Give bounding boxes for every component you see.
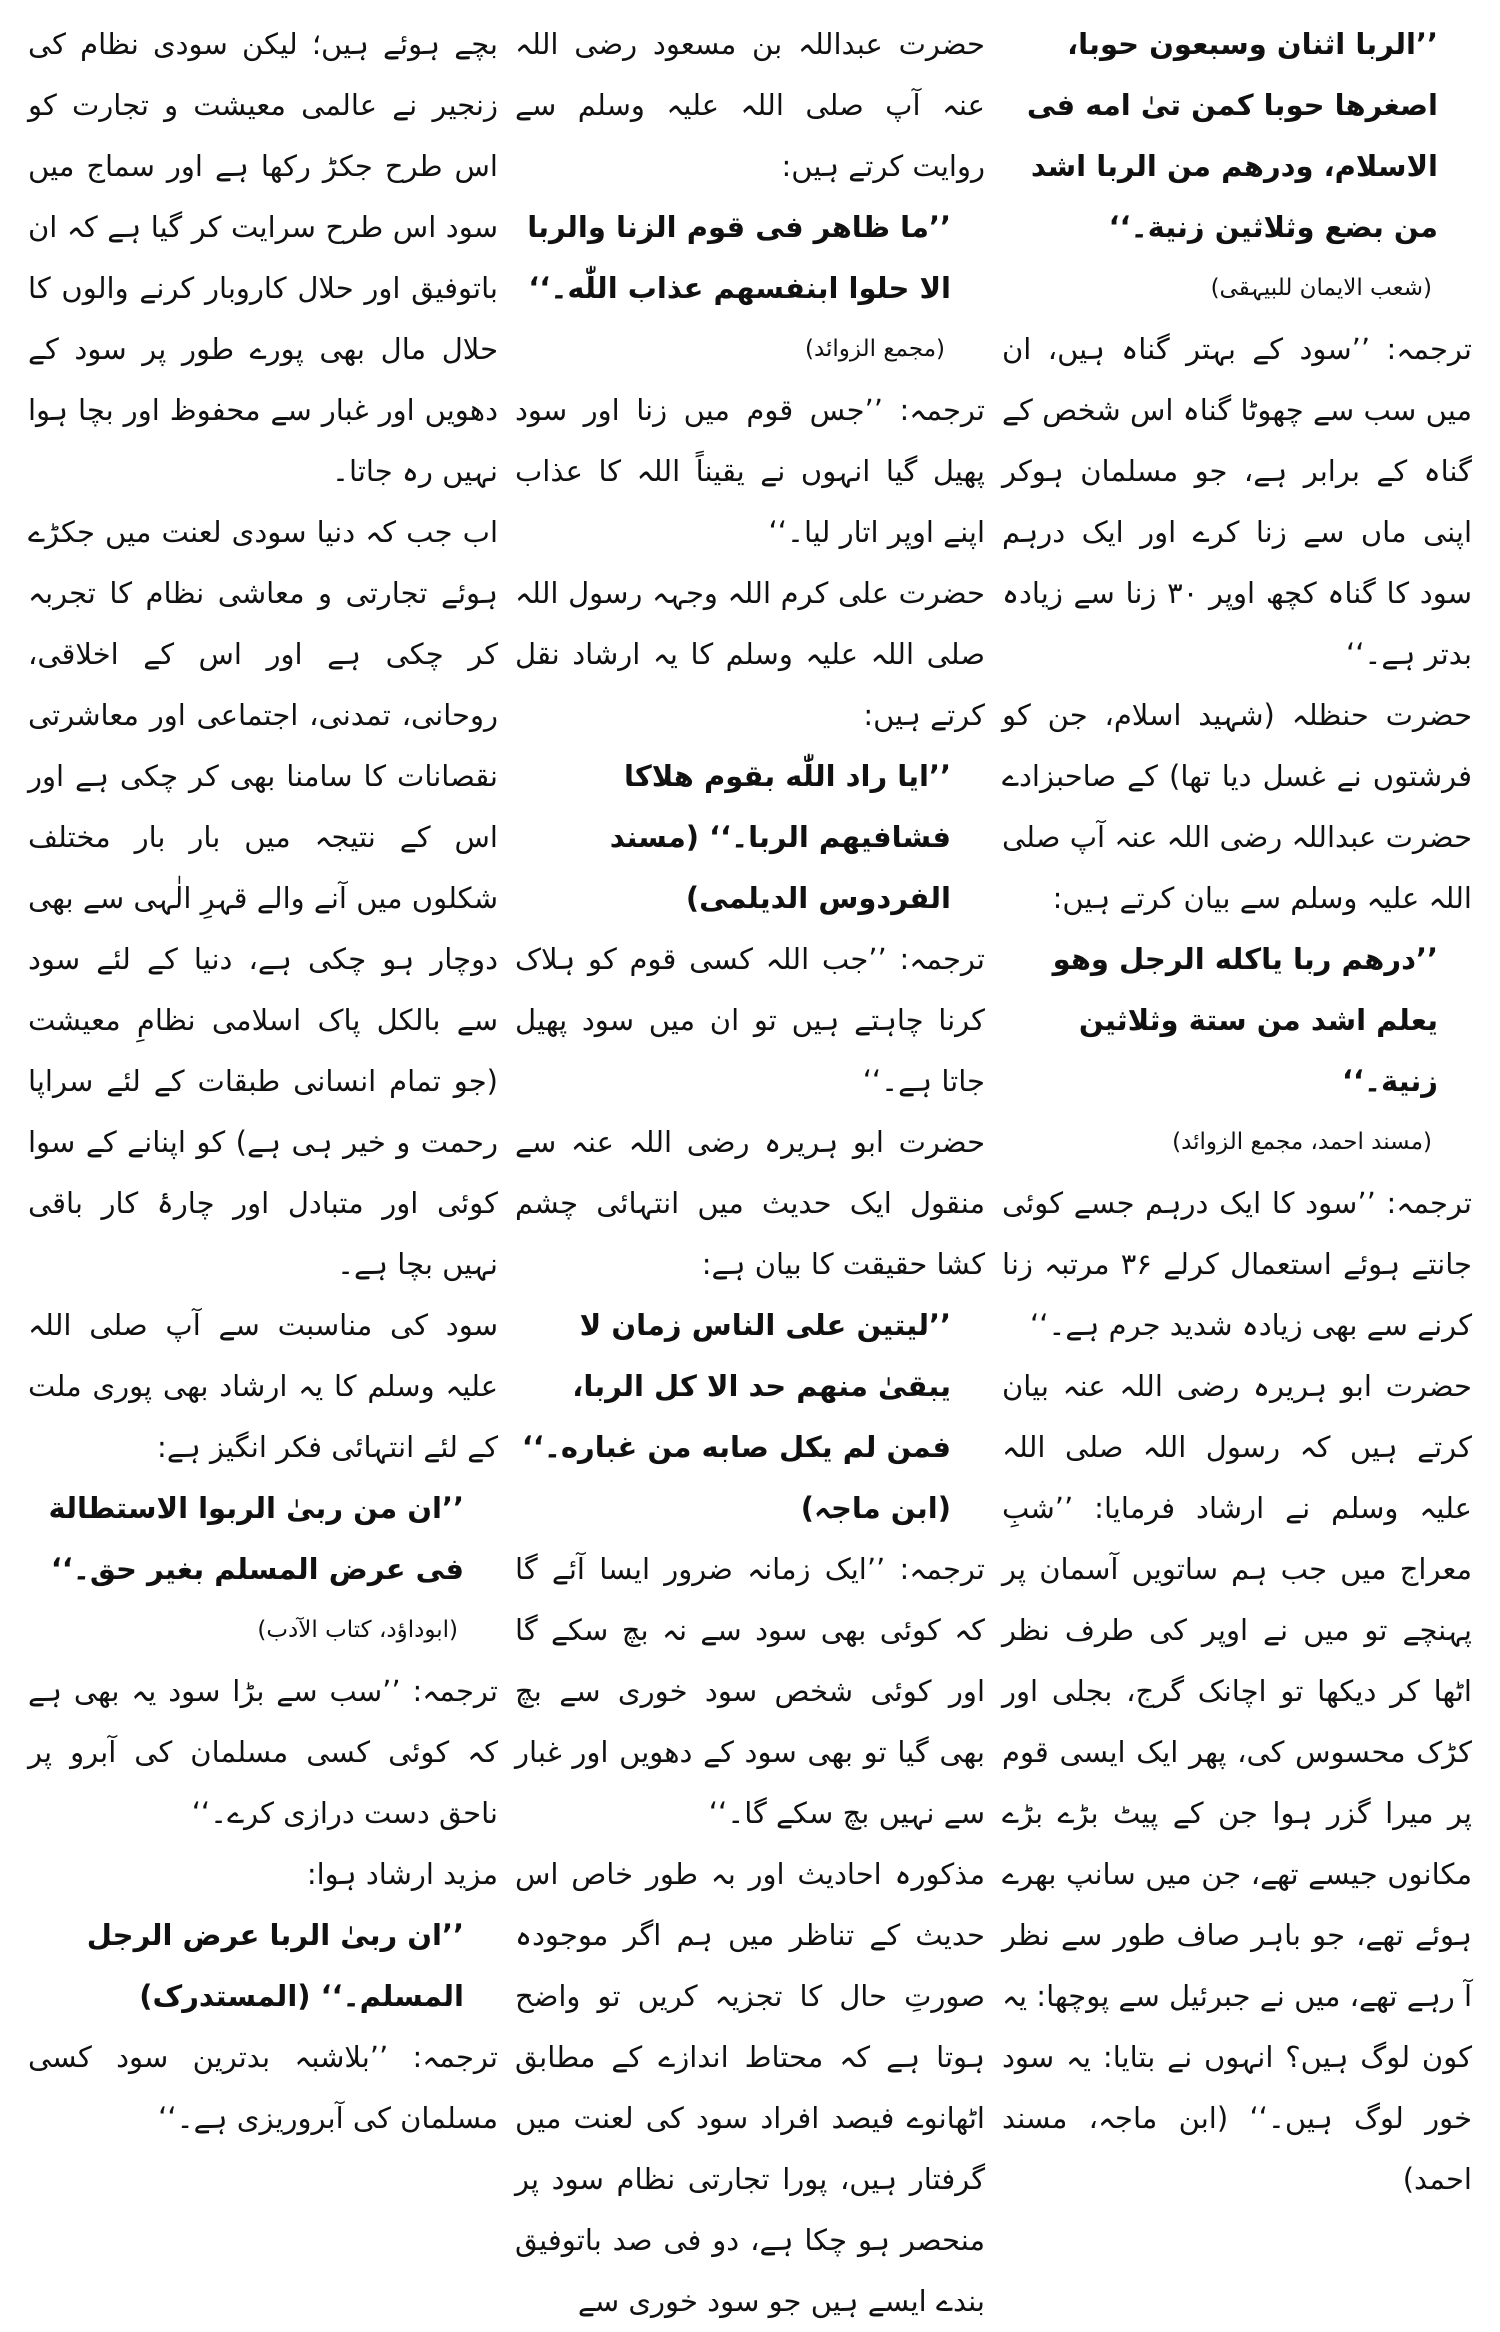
body-paragraph: حضرت ابو ہریرہ رضی اللہ عنہ سے منقول ایک حدیث میں انتہائی چشم کشا حقیقت کا بیان ہے: bbox=[515, 1125, 985, 1281]
body-paragraph: حضرت عبداللہ بن مسعود رضی اللہ عنہ آپ صلی اللہ علیہ وسلم سے روایت کرتے ہیں: bbox=[515, 27, 985, 183]
body-paragraph: حضرت ابو ہریرہ رضی اللہ عنہ بیان کرتے ہیں کہ رسول اللہ صلی اللہ علیہ وسلم نے ارشاد فرمایا: ’’شبِ معراج میں جب ہم ساتویں آسمان پر پہنچے تو میں نے اوپر کی طرف نظر اٹھا کر دیکھا تو اچانک گرج، بجلی اور کڑک محسوس کی، پھر ایک ایسی قوم پر میرا گزر ہوا جن کے پیٹ بڑے بڑے مکانوں جیسے تھے، جن میں سانپ بھرے ہوئے تھے، جو باہر صاف طور سے نظر آ رہے تھے، میں نے جبرئیل سے پوچھا: یہ کون لوگ ہیں؟ انہوں نے بتایا: یہ سود خور لوگ ہیں۔‘‘ (ابن ماجہ، مسند احمد) bbox=[1002, 1369, 1472, 2196]
translation-paragraph: ترجمہ: ’’جس قوم میں زنا اور سود پھیل گیا انہوں نے یقیناً اللہ کا عذاب اپنے اوپر اتار لیا۔‘‘ bbox=[515, 393, 985, 549]
body-paragraph: حضرت علی کرم اللہ وجہہ رسول اللہ صلی اللہ علیہ وسلم کا یہ ارشاد نقل کرتے ہیں: bbox=[515, 576, 985, 732]
column-left bbox=[28, 14, 498, 2190]
arabic-hadith: ’’ما ظاهر فی قوم الزنا والربا الا حلوا ابنفسهم عذاب اللّٰه۔‘‘ bbox=[527, 210, 951, 305]
arabic-hadith: ’’درهم ربا یاکله الرجل وهو یعلم اشد من ستة وثلاثین زنیة۔‘‘ bbox=[1052, 942, 1438, 1098]
column-middle bbox=[515, 14, 985, 2318]
column-right bbox=[1002, 14, 1472, 2196]
body-paragraph: سود کی مناسبت سے آپ صلی اللہ علیہ وسلم کا یہ ارشاد بھی پوری ملت کے لئے انتہائی فکر انگیز ہے: bbox=[28, 1308, 498, 1464]
translation-paragraph: ترجمہ: ’’سب سے بڑا سود یہ بھی ہے کہ کوئی کسی مسلمان کی آبرو پر ناحق دست درازی کرے۔‘‘ bbox=[28, 1674, 498, 1830]
body-paragraph: مذکورہ احادیث اور بہ طور خاص اس حدیث کے تناظر میں ہم اگر موجودہ صورتِ حال کا تجزیہ کریں تو واضح ہوتا ہے کہ محتاط اندازے کے مطابق اٹھانوے فیصد افراد سود کی لعنت میں گرفتار ہیں، پورا تجارتی نظام سود پر منحصر ہو چکا ہے، دو فی صد باتوفیق بندے ایسے ہیں جو سود خوری سے bbox=[515, 1857, 985, 2318]
translation-paragraph: ترجمہ: ’’ایک زمانہ ضرور ایسا آئے گا کہ کوئی بھی سود سے نہ بچ سکے گا اور کوئی شخص سود خوری سے بچ بھی گیا تو بھی سود کے دھویں اور غبار سے نہیں بچ سکے گا۔‘‘ bbox=[515, 1552, 985, 1830]
hadith-reference: (ابوداؤد، کتاب الآدب) bbox=[257, 1617, 458, 1643]
arabic-hadith: ’’ان ربیٰ الربا عرض الرجل المسلم۔‘‘ (المستدرک) bbox=[86, 1918, 464, 2013]
arabic-hadith: ’’ایا راد اللّٰه بقوم هلاکا فشافیهم الربا۔‘‘ (مسند الفردوس الدیلمی) bbox=[609, 759, 951, 915]
translation-paragraph: ترجمہ: ’’بلاشبہ بدترین سود کسی مسلمان کی آبروریزی ہے۔‘‘ bbox=[28, 2040, 498, 2135]
arabic-hadith: ’’الربا اثنان وسبعون حوبا، اصغرها حوبا کمن تیٰ امه فی الاسلام، ودرهم من الربا اشد من بضع وثلاثین زنیة۔‘‘ bbox=[1026, 27, 1438, 244]
arabic-hadith: ’’لیتین علی الناس زمان لا یبقیٰ منهم حد الا کل الربا، فمن لم یکل صابه من غباره۔‘‘ (ابن ماجہ) bbox=[521, 1308, 951, 1525]
arabic-hadith: ’’ان من ربیٰ الربوا الاستطالة فی عرض المسلم بغیر حق۔‘‘ bbox=[48, 1491, 464, 1586]
hadith-reference: (مسند احمد، مجمع الزوائد) bbox=[1172, 1129, 1432, 1155]
body-paragraph: بچے ہوئے ہیں؛ لیکن سودی نظام کی زنجیر نے عالمی معیشت و تجارت کو اس طرح جکڑ رکھا ہے اور سماج میں سود اس طرح سرایت کر گیا ہے کہ ان باتوفیق اور حلال کاروبار کرنے والوں کا حلال مال بھی پورے طور پر سود کے دھویں اور غبار سے محفوظ اور بچا ہوا نہیں رہ جاتا۔ bbox=[28, 27, 498, 488]
body-paragraph: حضرت حنظلہ (شہید اسلام، جن کو فرشتوں نے غسل دیا تھا) کے صاحبزادے حضرت عبداللہ رضی اللہ عنہ آپ صلی اللہ علیہ وسلم سے بیان کرتے ہیں: bbox=[1002, 698, 1472, 915]
hadith-reference: (مجمع الزوائد) bbox=[804, 336, 945, 362]
hadith-reference: (شعب الایمان للبیہقی) bbox=[1210, 275, 1432, 301]
body-paragraph: اب جب کہ دنیا سودی لعنت میں جکڑے ہوئے تجارتی و معاشی نظام کا تجربہ کر چکی ہے اور اس کے اخلاقی، روحانی، تمدنی، اجتماعی اور معاشرتی نقصانات کا سامنا بھی کر چکی ہے اور اس کے نتیجہ میں بار بار مختلف شکلوں میں آنے والے قہرِ الٰہی سے بھی دوچار ہو چکی ہے، دنیا کے لئے سود سے بالکل پاک اسلامی نظامِ معیشت (جو تمام انسانی طبقات کے لئے سراپا رحمت و خیر ہی ہے) کو اپنانے کے سوا کوئی اور متبادل اور چارۂ کار باقی نہیں بچا ہے۔ bbox=[28, 515, 498, 1281]
translation-paragraph: ترجمہ: ’’سود کے بہتر گناہ ہیں، ان میں سب سے چھوٹا گناہ اس شخص کے گناہ کے برابر ہے، جو مسلمان ہوکر اپنی ماں سے زنا کرے اور ایک درہم سود کا گناہ کچھ اوپر ۳۰ زنا سے زیادہ بدتر ہے۔‘‘ bbox=[1002, 332, 1472, 671]
translation-paragraph: ترجمہ: ’’سود کا ایک درہم جسے کوئی جانتے ہوئے استعمال کرلے ۳۶ مرتبہ زنا کرنے سے بھی زیادہ شدید جرم ہے۔‘‘ bbox=[1002, 1186, 1472, 1342]
body-paragraph: مزید ارشاد ہوا: bbox=[306, 1857, 498, 1891]
translation-paragraph: ترجمہ: ’’جب اللہ کسی قوم کو ہلاک کرنا چاہتے ہیں تو ان میں سود پھیل جاتا ہے۔‘‘ bbox=[515, 942, 985, 1098]
